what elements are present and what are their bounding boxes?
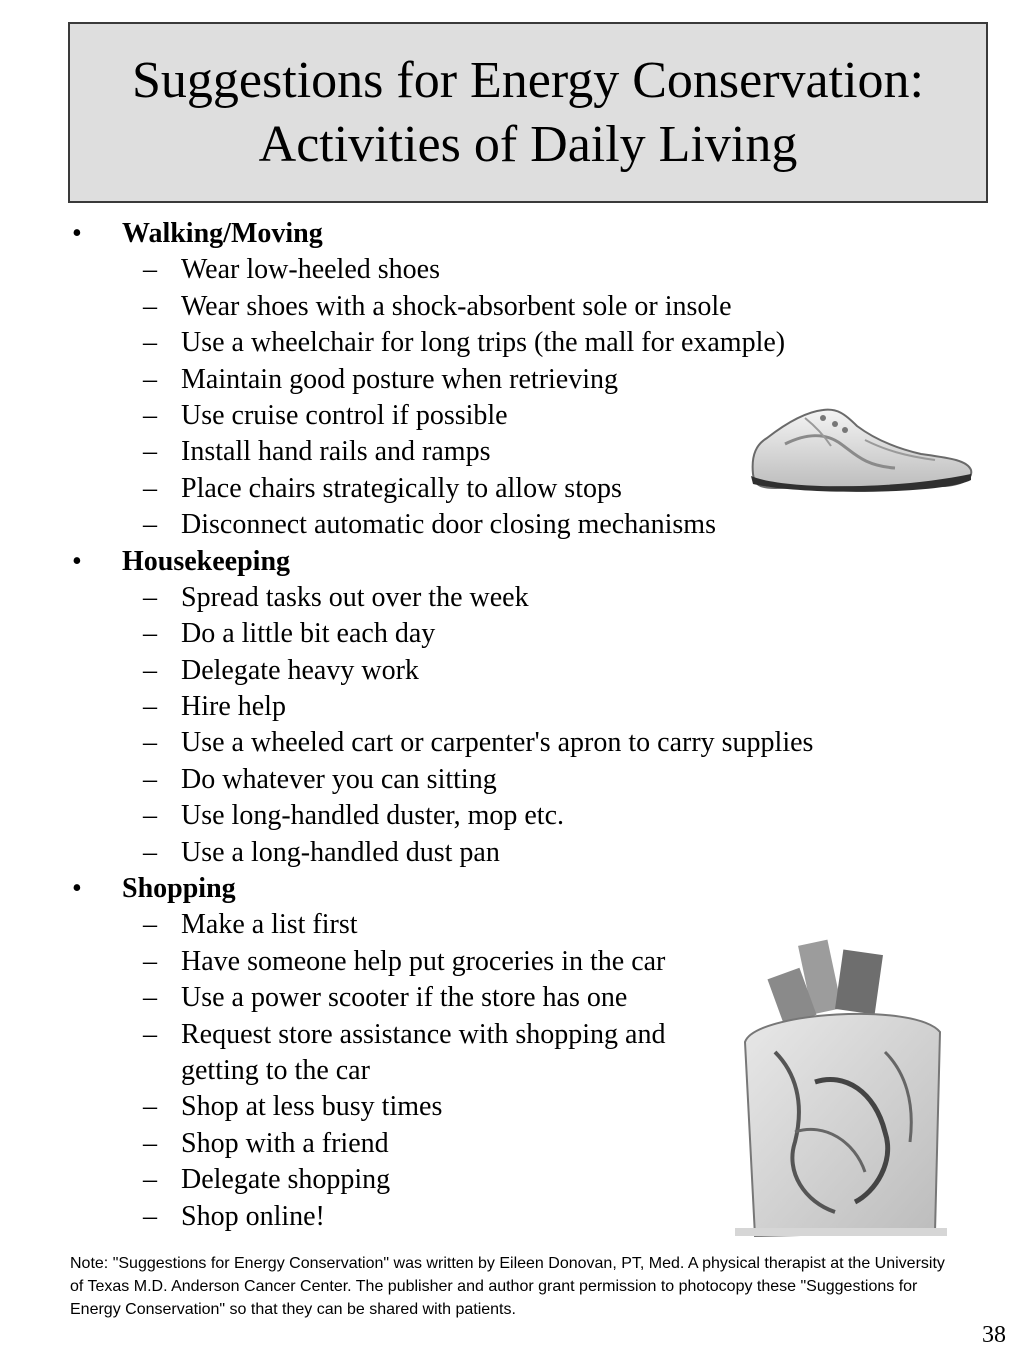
list-item-text: Spread tasks out over the week — [181, 581, 529, 613]
dash-icon: – — [143, 472, 157, 504]
dash-icon: – — [143, 836, 157, 868]
list-item — [0, 689, 1024, 725]
dash-icon: – — [143, 1200, 157, 1232]
dash-icon: – — [143, 399, 157, 431]
dash-icon: – — [143, 254, 157, 286]
dash-icon: – — [143, 763, 157, 795]
dash-icon: – — [143, 691, 157, 723]
list-item — [0, 507, 1024, 543]
list-item — [0, 289, 1024, 325]
section-heading — [0, 216, 1024, 252]
bullet-icon: • — [72, 218, 82, 249]
list-item-text: Use cruise control if possible — [181, 399, 508, 431]
list-item — [0, 725, 1024, 761]
footnote: Note: "Suggestions for Energy Conservation" was written by Eileen Donovan, PT, Med. A physical therapist at the University of Texas M.D. Anderson Cancer Center. The publisher and author grant permission to photocopy these "Suggestions for Energy Conservation" so that they can be shared with patients. — [70, 1255, 945, 1318]
list-item-text: Maintain good posture when retrieving — [181, 363, 619, 395]
list-item — [0, 580, 1024, 616]
list-item-text: Do whatever you can sitting — [181, 763, 497, 795]
dash-icon: – — [143, 509, 157, 541]
list-item — [0, 252, 1024, 288]
list-item-text: Wear shoes with a shock-absorbent sole or insole — [181, 290, 732, 322]
list-item — [0, 616, 1024, 652]
dash-icon: – — [143, 1018, 157, 1050]
list-item-text: Place chairs strategically to allow stops — [181, 472, 622, 504]
list-item-text: Wear low-heeled shoes — [181, 254, 440, 286]
dash-icon: – — [143, 982, 157, 1014]
list-item-text: Install hand rails and ramps — [181, 436, 491, 468]
list-item-text: Shop online! — [181, 1200, 325, 1232]
dash-icon: – — [143, 1091, 157, 1123]
list-item-text: Do a little bit each day — [181, 618, 436, 650]
list-item — [0, 762, 1024, 798]
list-item-text: Use long-handled duster, mop etc. — [181, 800, 565, 832]
list-item-text: Request store assistance with shopping and — [181, 1018, 666, 1050]
page-number: 38 — [982, 1322, 1006, 1348]
list-item-text: Shop with a friend — [181, 1127, 389, 1159]
list-item-text: Delegate shopping — [181, 1164, 391, 1196]
dash-icon: – — [143, 654, 157, 686]
title-box — [68, 22, 988, 203]
list-item — [0, 653, 1024, 689]
list-item-text: Hire help — [181, 691, 286, 723]
section-heading — [0, 871, 1024, 907]
list-item-text: getting to the car — [181, 1054, 370, 1086]
grocery-bag-image — [735, 932, 947, 1240]
list-item — [0, 325, 1024, 361]
dash-icon: – — [143, 800, 157, 832]
section-heading — [0, 544, 1024, 580]
dash-icon: – — [143, 909, 157, 941]
bullet-icon: • — [72, 545, 82, 577]
list-item-text: Shop at less busy times — [181, 1091, 443, 1123]
list-item-text: Use a long-handled dust pan — [181, 836, 500, 868]
dash-icon: – — [143, 436, 157, 468]
list-item-text: Have someone help put groceries in the car — [181, 945, 666, 977]
sneaker-image — [745, 404, 975, 496]
list-item-text: Disconnect automatic door closing mechanisms — [181, 509, 716, 541]
slide-title-line-1: Suggestions for Energy Conservation: — [132, 51, 924, 109]
list-item — [0, 362, 1024, 398]
section-heading-text: Housekeeping — [122, 545, 291, 577]
list-item — [0, 835, 1024, 871]
dash-icon: – — [143, 363, 157, 395]
dash-icon: – — [143, 1127, 157, 1159]
bullet-icon: • — [72, 873, 82, 905]
section-heading-text: Walking/Moving — [122, 218, 323, 249]
dash-icon: – — [143, 727, 157, 759]
list-item-text: Make a list first — [181, 909, 358, 941]
list-item-text: Use a power scooter if the store has one — [181, 982, 628, 1014]
section-heading-text: Shopping — [122, 873, 236, 905]
dash-icon: – — [143, 1164, 157, 1196]
dash-icon: – — [143, 618, 157, 650]
dash-icon: – — [143, 327, 157, 359]
slide-title-line-2: Activities of Daily Living — [258, 115, 798, 173]
list-item-text: Use a wheelchair for long trips (the mall for example) — [181, 327, 786, 359]
list-item-text: Delegate heavy work — [181, 654, 419, 686]
dash-icon: – — [143, 581, 157, 613]
list-item-text: Use a wheeled cart or carpenter's apron to carry supplies — [181, 727, 814, 759]
dash-icon: – — [143, 290, 157, 322]
list-item — [0, 798, 1024, 834]
dash-icon: – — [143, 945, 157, 977]
